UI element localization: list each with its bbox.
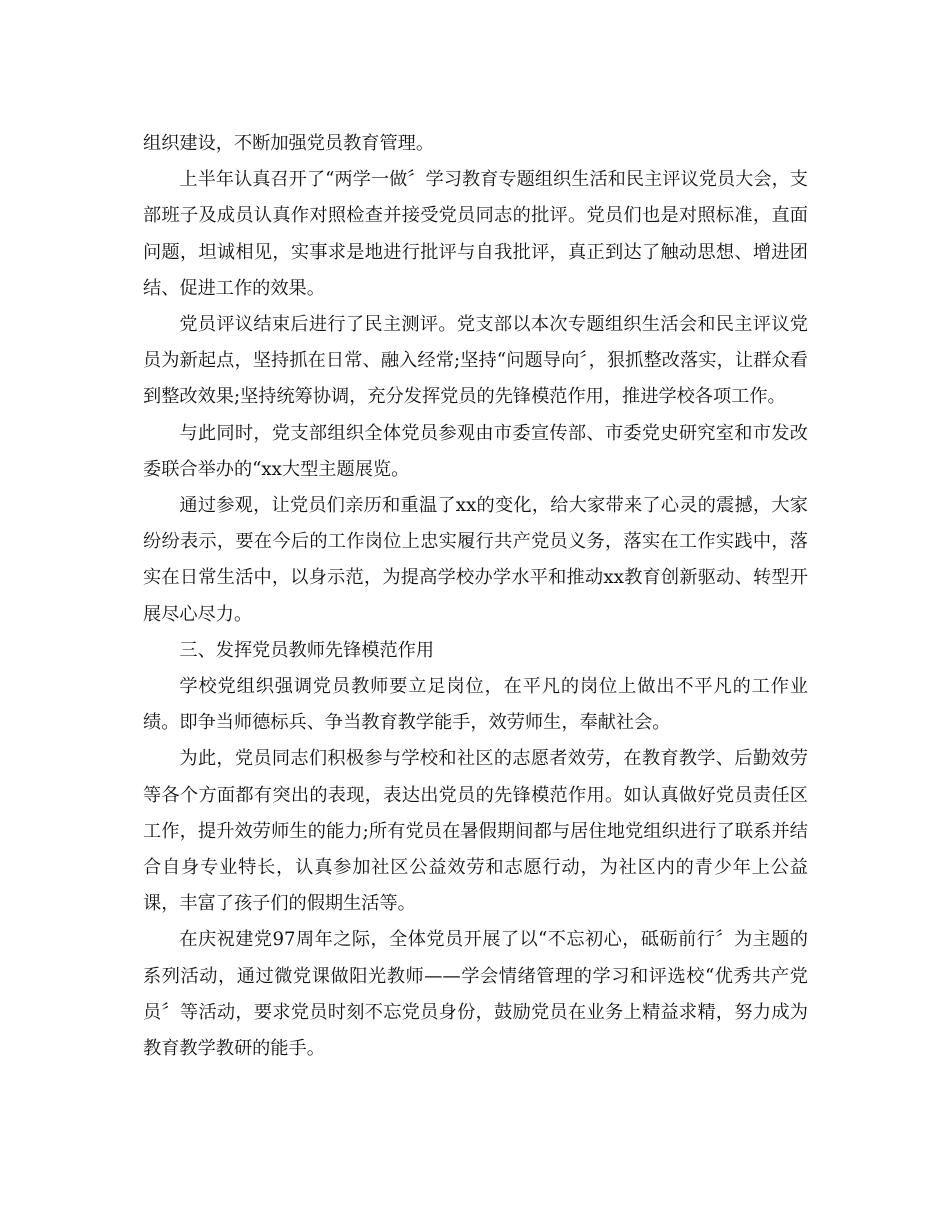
paragraph-exhibition-visit: 与此同时，党支部组织全体党员参观由市委宣传部、市委党史研究室和市发改委联合举办的“xx大型主题展览。 bbox=[143, 422, 808, 480]
paragraph-volunteer-service: 为此，党员同志们积极参与学校和社区的志愿者效劳，在教育教学、后勤效劳等各个方面都有突出的表现，表达出党员的先锋模范作用。如认真做好党员责任区工作，提升效劳师生的能力;所有党员在暑假期间都与居住地党组织进行了联系并结合自身专业特长，认真参加社区公益效劳和志愿行动，为社区内的青少年上公益课，丰富了孩子们的假期生活等。 bbox=[143, 748, 808, 915]
paragraph-continuation: 组织建设，不断加强党员教育管理。 bbox=[143, 133, 435, 154]
paragraph-teacher-role: 学校党组织强调党员教师要立足岗位，在平凡的岗位上做出不平凡的工作业绩。即争当师德标兵、争当教育教学能手，效劳师生，奉献社会。 bbox=[143, 676, 808, 734]
paragraph-self-criticism-meeting: 上半年认真召开了“两学一做〞学习教育专题组织生活和民主评议党员大会，支部班子及成员认真作对照检查并接受党员同志的批评。党员们也是对照标准，直面问题，坦诚相见，实事求是地进行批评与自我批评，真正到达了触动思想、增进团结、促进工作的效果。 bbox=[143, 169, 808, 299]
section-heading: 三、发挥党员教师先锋模范作用 bbox=[179, 639, 435, 661]
document-body bbox=[143, 126, 808, 1067]
paragraph-democratic-evaluation: 党员评议结束后进行了民主测评。党支部以本次专题组织生活会和民主评议党员为新起点，坚持抓在日常、融入经常;坚持“问题导向〞，狠抓整改落实，让群众看到整改效果;坚持统筹协调，充分发挥党员的先锋模范作用，推进学校各项工作。 bbox=[143, 314, 808, 408]
paragraph-visit-reflection: 通过参观，让党员们亲历和重温了xx的变化，给大家带来了心灵的震撼，大家纷纷表示，要在今后的工作岗位上忠实履行共产党员义务，落实在工作实践中，落实在日常生活中，以身示范，为提高学校办学水平和推动xx教育创新驱动、转型开展尽心尽力。 bbox=[143, 495, 808, 625]
paragraph-anniversary-activities: 在庆祝建党97周年之际，全体党员开展了以“不忘初心，砥砺前行〞为主题的系列活动，通过微党课做阳光教师——学会情绪管理的学习和评选校“优秀共产党员〞等活动，要求党员时刻不忘党员身份，鼓励党员在业务上精益求精，努力成为教育教学教研的能手。 bbox=[143, 929, 808, 1060]
